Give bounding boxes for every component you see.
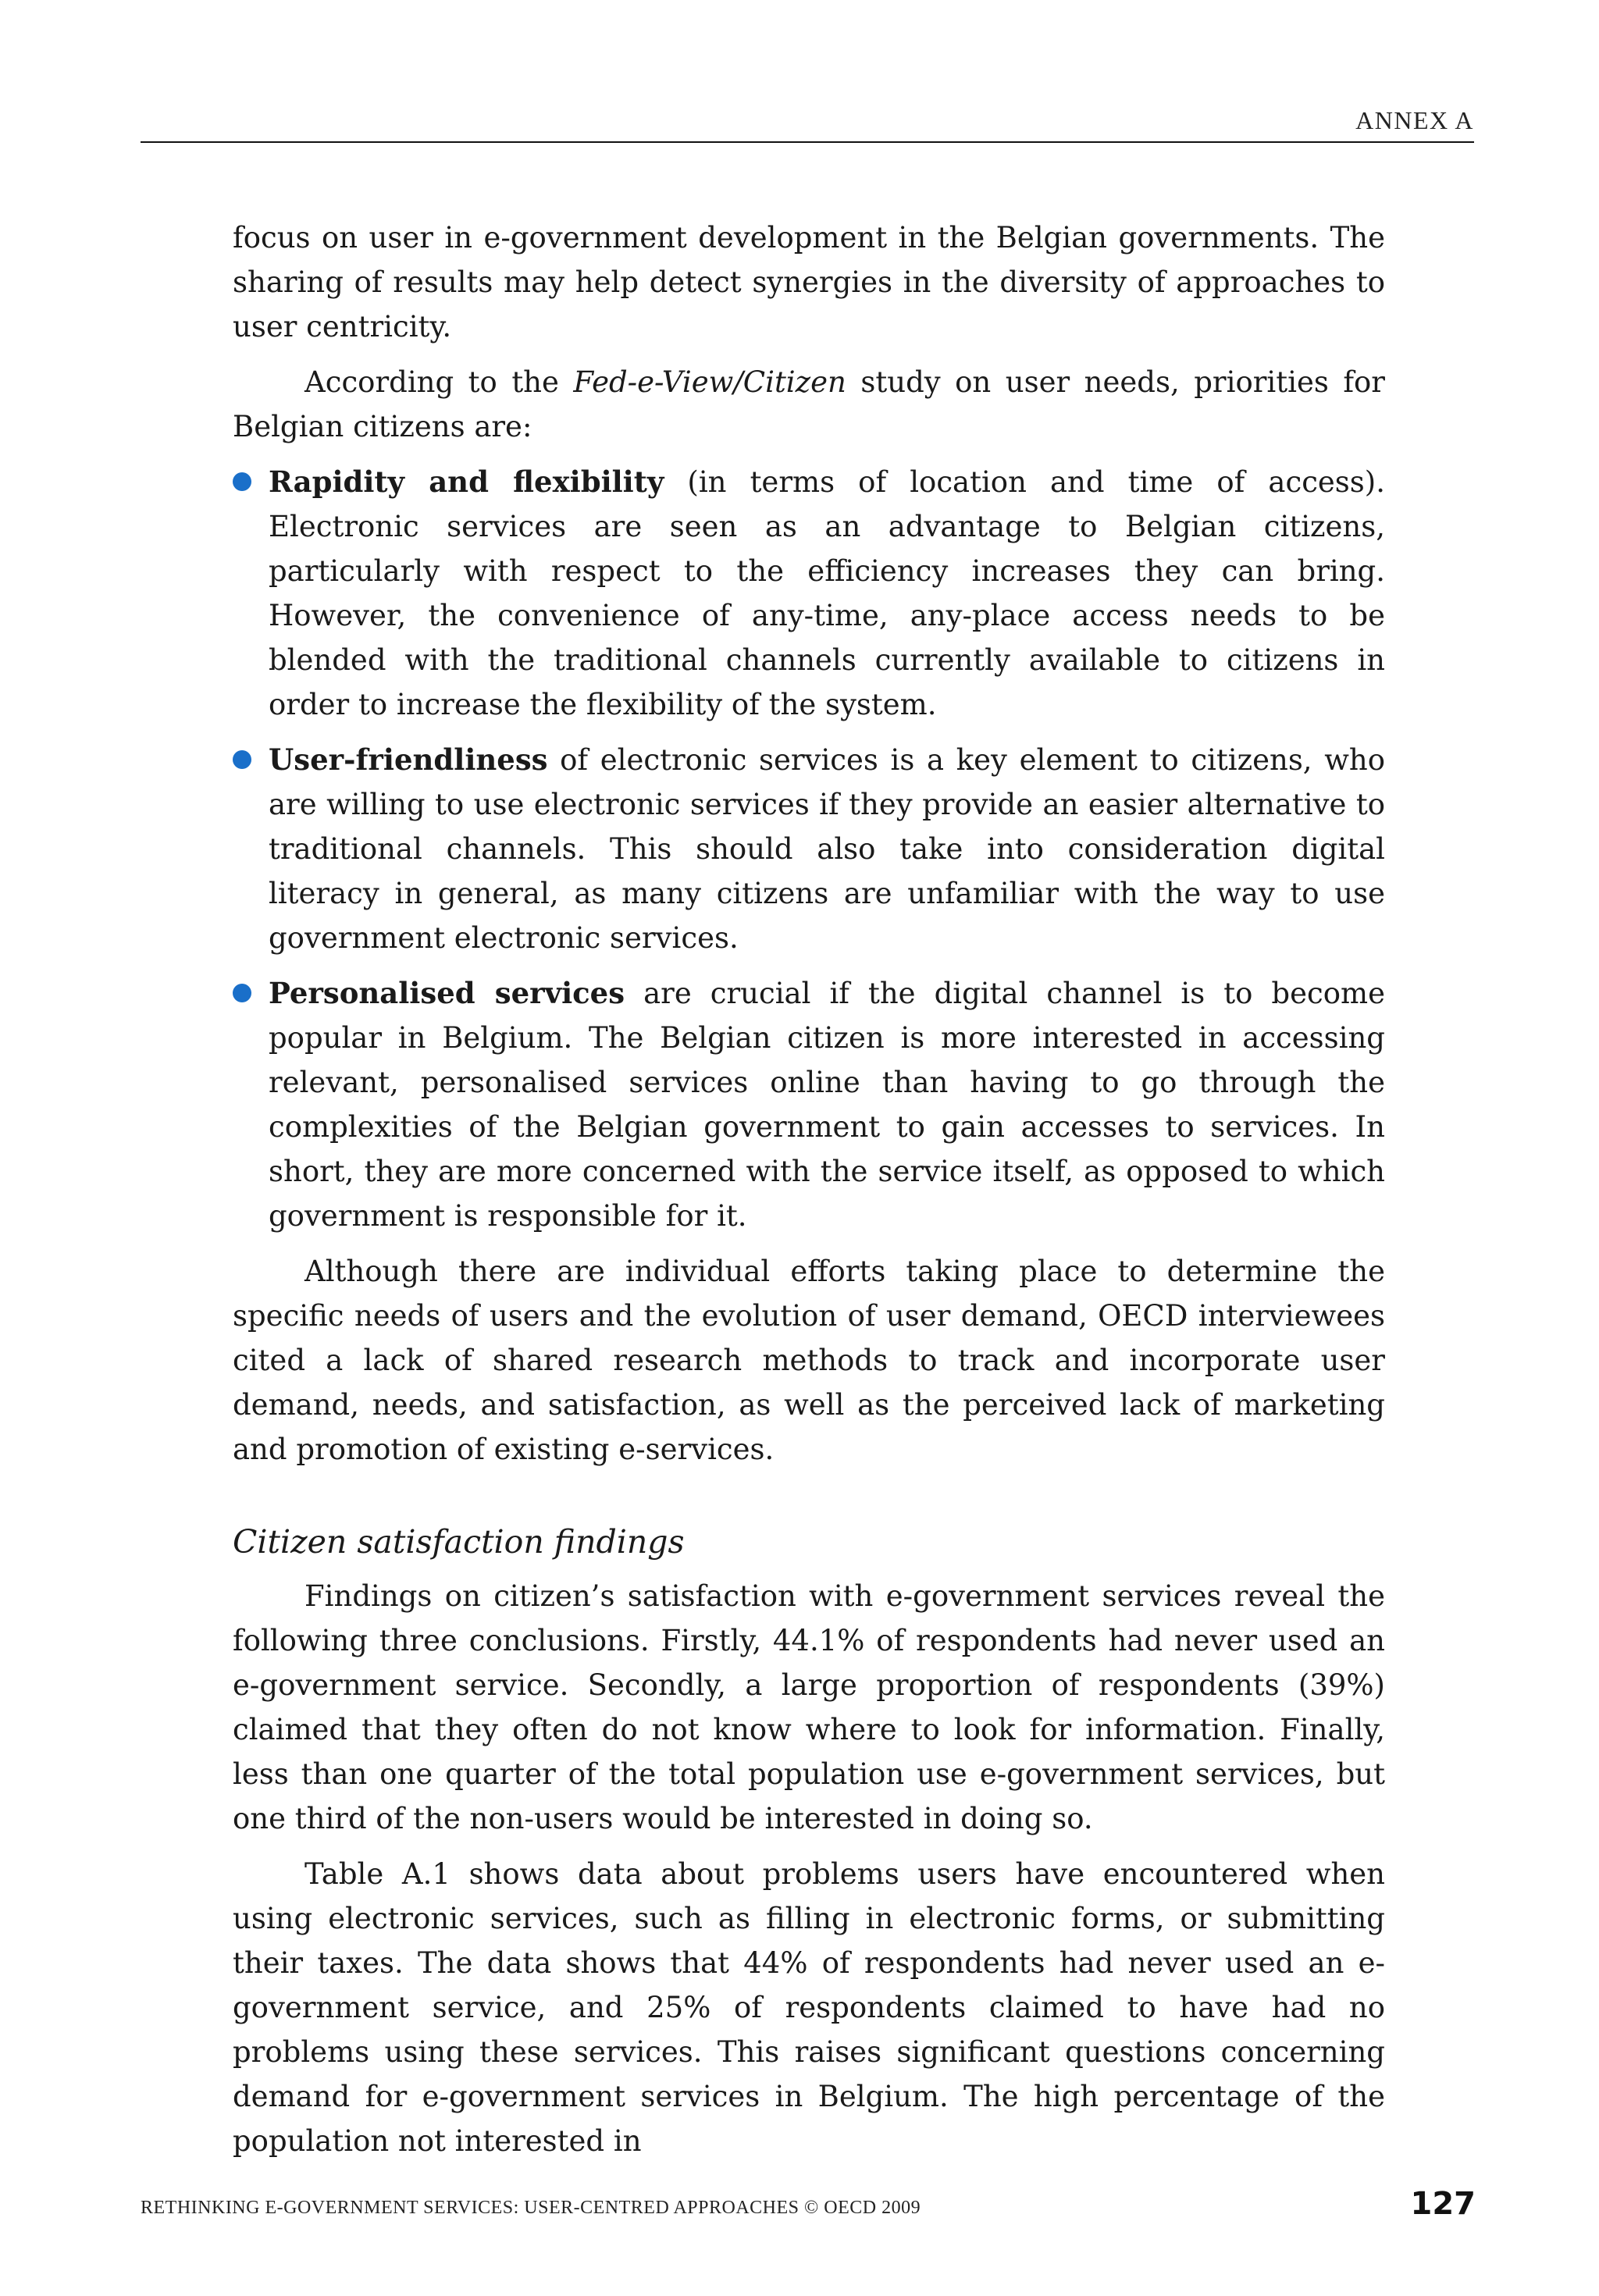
list-item (233, 460, 1385, 727)
lack-paragraph: Although there are individual efforts taking place to determine the specific needs of users and the evolution of user demand, OECD interviewees cited a lack of shared research methods to track and incorporate user demand, needs, and satisfaction, as well as the perceived lack of marketing and promotion of existing e-services. (233, 1255, 1385, 1466)
study-pre: According to the (304, 365, 574, 399)
study-paragraph (233, 360, 1385, 449)
priorities-list (233, 460, 1385, 1238)
study-name: Fed-e-View/Citizen (573, 365, 846, 399)
bullet-icon (233, 750, 251, 769)
section-heading: Citizen satisfaction findings (233, 1523, 685, 1561)
priority-term: Personalised services (269, 976, 625, 1010)
intro-continuation: focus on user in e-government development in the Belgian governments. The sharing of results may help detect synergies in the diversity of approaches to user centricity. (233, 221, 1385, 344)
header-rule (141, 141, 1474, 143)
satisfaction-paragraph-1: Findings on citizen’s satisfaction with e-government services reveal the following three conclusions. Firstly, 44.1% of respondents had never used an e-government service. Secondly, a large proportion of respondents (39%) claimed that they often do not know where to look for information. Finally, less than one quarter of the total population use e-government services, but one third of the non-users would be interested in doing so. (233, 1579, 1385, 1835)
priority-term: User-friendliness (269, 742, 548, 777)
priority-text: of electronic services is a key element to citizens, who are willing to use electronic services if they provide an easier alternative to traditional channels. This should also take into consideration digital literacy in general, as many citizens are unfamiliar with the way to use government electronic services. (269, 743, 1385, 955)
priority-term: Rapidity and flexibility (269, 465, 664, 499)
running-header: ANNEX A (1355, 106, 1474, 134)
bullet-icon (233, 984, 251, 1002)
list-item (233, 738, 1385, 960)
list-item (233, 971, 1385, 1238)
bullet-icon (233, 472, 251, 491)
page-number: 127 (1410, 2186, 1476, 2222)
priority-text: are crucial if the digital channel is to become popular in Belgium. The Belgian citizen is more interested in accessing relevant, personalised services online than having to go through the complexities of the Belgian government to gain accesses to services. In short, they are more concerned with the service itself, as opposed to which government is responsible for it. (269, 977, 1385, 1233)
priority-text: (in terms of location and time of access). Electronic services are seen as an advantage to Belgian citizens, particularly with respect to the efficiency increases they can bring. However, the convenience of any-time, any-place access needs to be blended with the traditional channels currently available to citizens in order to increase the flexibility of the system. (269, 465, 1385, 721)
footer-title: RETHINKING E-GOVERNMENT SERVICES: USER-CENTRED APPROACHES © OECD 2009 (141, 2198, 921, 2218)
satisfaction-paragraph-2: Table A.1 shows data about problems users have encountered when using electronic services, such as filling in electronic forms, or submitting their taxes. The data shows that 44% of respondents had never used an e-government service, and 25% of respondents claimed to have had no problems using these services. This raises significant questions concerning demand for e-government services in Belgium. The high percentage of the population not interested in (233, 1857, 1385, 2158)
main-text (233, 215, 1385, 2163)
study-post: study on user needs, priorities for Belgian citizens are: (233, 365, 1385, 443)
